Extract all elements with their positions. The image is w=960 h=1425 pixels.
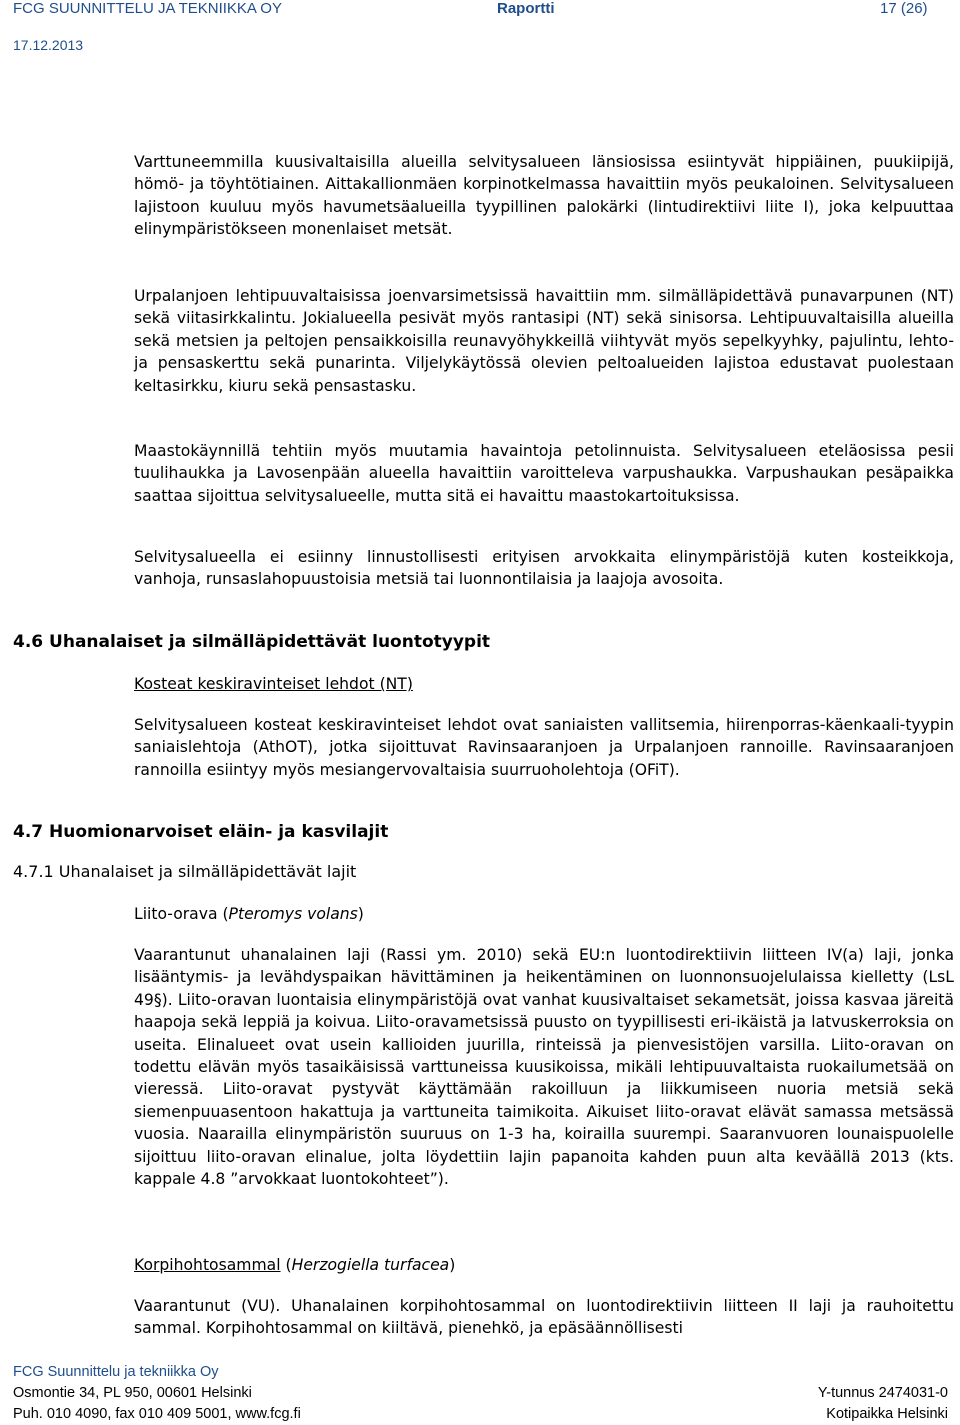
subheading-moss bbox=[134, 1254, 954, 1276]
section-heading-4-6: 4.6 Uhanalaiset ja silmälläpidettävät luontotyypit bbox=[13, 632, 491, 652]
subheading-text bbox=[134, 1254, 954, 1276]
paragraph-flying-squirrel bbox=[134, 944, 954, 1190]
species-close-paren: ) bbox=[449, 1256, 456, 1274]
paragraph-text: Varttuneemmilla kuusivaltaisilla alueilla selvitysalueen länsiosissa esiintyvät hippiäinen, puukiipijä, hömö- ja töyhtötiainen. Aittakallionmäen korpinotkelmassa havaittiin myös peukaloinen. Selvitysalueen lajistoon kuuluu myös havumetsäalueilla tyypillinen palokärki (lintudirektiivi liite I), joka kelpuuttaa elinympäristökseen monenlaiset metsät. bbox=[134, 153, 954, 239]
paragraph-text: Selvitysalueen kosteat keskiravinteiset lehdot ovat saniaisten vallitsemia, hiirenporras-käenkaali-tyypin saniaislehtoja (AthOT), jotka sijoittuvat Ravinsaaranjoen ja Urpalanjoen rannoille. Ravinsaaranjoen rannoilla esiintyy myös mesiangervovaltaisia suurruoholehtoja (OFiT). bbox=[134, 716, 954, 779]
paragraph-raptors bbox=[134, 440, 954, 507]
page-footer bbox=[13, 1362, 948, 1425]
header-date: 17.12.2013 bbox=[13, 37, 84, 53]
subheading-flying-squirrel bbox=[134, 903, 954, 925]
paragraph-birds-spruce bbox=[134, 151, 954, 241]
species-open-paren: ( bbox=[280, 1256, 292, 1274]
species-latin-name: Pteromys volans bbox=[228, 905, 358, 923]
paragraph-moist-groves bbox=[134, 714, 954, 781]
paragraph-moss bbox=[134, 1295, 954, 1340]
header-page-number: 17 (26) bbox=[880, 0, 928, 17]
paragraph-text: Selvitysalueella ei esiinny linnustollisesti erityisen arvokkaita elinympäristöjä kuten kosteikkoja, vanhoja, runsaslahopuustoisia metsiä tai luonnontilaisia ja laajoja avosoita. bbox=[134, 548, 954, 589]
footer-phone: Puh. 010 4090, fax 010 409 5001, www.fcg.fi bbox=[13, 1406, 301, 1422]
subheading-text: Kosteat keskiravinteiset lehdot (NT) bbox=[134, 675, 413, 693]
species-latin-name: Herzogiella turfacea bbox=[291, 1256, 450, 1274]
section-heading-4-7-1: 4.7.1 Uhanalaiset ja silmälläpidettävät lajit bbox=[13, 862, 357, 881]
paragraph-text: Vaarantunut (VU). Uhanalainen korpihohtosammal on luontodirektiivin liitteen II laji ja rauhoitettu sammal. Korpihohtosammal on kiiltävä, pienehkö, ja epäsäännöllisesti bbox=[134, 1297, 954, 1338]
paragraph-text: Urpalanjoen lehtipuuvaltaisissa joenvarsimetsissä havaittiin mm. silmälläpidettävä punavarpunen (NT) sekä viitasirkkalintu. Jokialueella pesivät myös rantasipi (NT) sekä sinisorsa. Lehtipuuvaltaisilla alueilla sekä metsien ja peltojen pensaikkoisilla reunavyöhykkeillä viihtyvät myös sepelkyyhky, pajulintu, lehto- ja pensaskerttu sekä punarinta. Viljelykäytössä olevien peltoalueiden lajistoa edustavat puolestaan keltasirkku, kiuru sekä pensastasku. bbox=[134, 287, 954, 395]
paragraph-text: Vaarantunut uhanalainen laji (Rassi ym. 2010) sekä EU:n luontodirektiivin liitteen IV(a) laji, jonka lisääntymis- ja levähdyspaikan hävittäminen ja heikentäminen on luonnonsuojelulaissa kielletty (LsL 49§). Liito-oravan luontaisia elinympäristöjä ovat vanhat kuusivaltaiset sekametsät, joissa kasvaa järeitä haapoja sekä leppiä ja koivua. Liito-oravametsissä puusto on tyypillisesti eri-ikäistä ja latvuskerroksia on useita. Elinalueet ovat usein kallioiden juurilla, rinteissä ja pienvesistöjen varsilla. Liito-oravan on todettu elävän myös tasaikäisissä varttuneissa kuusikoissa, mikäli lehtipuuvaltaista ruokailumetsää on vieressä. Liito-oravat pystyvät käyttämään rakoilluun ja liikkumiseen nuoria metsiä sekä siemenpuuasentoon hakattuja ja varttuneita taimikoita. Aikuiset liito-oravat elävät samassa metsässä vuosia. Naarailla elinympäristön suuruus on 1-3 ha, koirailla suurempi. Saaranvuoren lounaispuolelle sijoittuu liito-oravan elinalue, jolta löydettiin lajin papanoita kahden puun alta keväällä 2013 (kts. kappale 4.8 ”arvokkaat luontokohteet”). bbox=[134, 946, 954, 1189]
subheading-moist-groves bbox=[134, 673, 954, 695]
footer-address: Osmontie 34, PL 950, 00601 Helsinki bbox=[13, 1385, 252, 1401]
footer-row bbox=[13, 1383, 948, 1404]
section-heading-4-7: 4.7 Huomionarvoiset eläin- ja kasvilajit bbox=[13, 822, 389, 842]
species-common-name: Liito-orava ( bbox=[134, 905, 229, 923]
footer-row bbox=[13, 1404, 948, 1425]
subheading-text bbox=[134, 903, 954, 925]
paragraph-habitats bbox=[134, 546, 954, 591]
species-close-paren: ) bbox=[357, 905, 364, 923]
footer-ytunnus: Y-tunnus 2474031-0 bbox=[817, 1385, 948, 1401]
header-doc-type: Raportti bbox=[497, 0, 555, 17]
footer-company: FCG Suunnittelu ja tekniikka Oy bbox=[13, 1364, 219, 1380]
species-common-name: Korpihohtosammal bbox=[134, 1256, 281, 1274]
header-company: FCG SUUNNITTELU JA TEKNIIKKA OY bbox=[13, 0, 282, 17]
paragraph-birds-river bbox=[134, 285, 954, 397]
footer-home: Kotipaikka Helsinki bbox=[826, 1406, 948, 1422]
paragraph-text: Maastokäynnillä tehtiin myös muutamia havaintoja petolinnuista. Selvitysalueen eteläosissa pesii tuulihaukka ja Lavosenpään alueella havaittiin varoitteleva varpushaukka. Varpushaukan pesäpaikka saattaa sijoittua selvitysalueelle, mutta sitä ei havaittu maastokartoituksissa. bbox=[134, 442, 954, 505]
